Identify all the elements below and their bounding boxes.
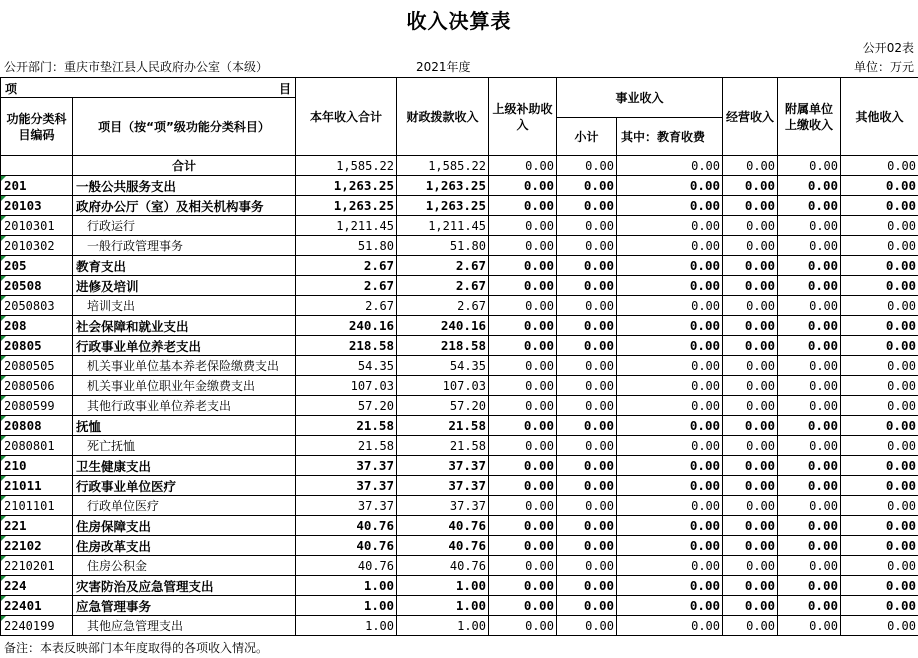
cell-fiscal: 1.00	[397, 616, 489, 636]
table-row	[1, 356, 918, 376]
cell-subtotal: 0.00	[557, 436, 617, 456]
cell-operation: 0.00	[723, 176, 778, 196]
cell-fiscal: 40.76	[397, 536, 489, 556]
cell-total: 1.00	[296, 616, 397, 636]
cell-other: 0.00	[841, 216, 918, 236]
cell-fiscal: 1.00	[397, 596, 489, 616]
cell-total: 21.58	[296, 416, 397, 436]
cell-operation: 0.00	[723, 596, 778, 616]
cell-code: 208	[1, 316, 73, 336]
cell-edu: 0.00	[617, 616, 723, 636]
header-subsidy: 上级补助收入	[489, 78, 557, 156]
cell-subsidy: 0.00	[489, 156, 557, 176]
table-row	[1, 176, 918, 196]
cell-other: 0.00	[841, 576, 918, 596]
table-row	[1, 376, 918, 396]
cell-operation: 0.00	[723, 576, 778, 596]
cell-fiscal: 1.00	[397, 576, 489, 596]
cell-subtotal: 0.00	[557, 396, 617, 416]
cell-affiliate: 0.00	[778, 436, 841, 456]
report-title: 收入决算表	[406, 8, 512, 33]
cell-code: 2010301	[1, 216, 73, 236]
cell-affiliate: 0.00	[778, 396, 841, 416]
cell-affiliate: 0.00	[778, 196, 841, 216]
header-code: 功能分类科目编码	[1, 98, 73, 156]
cell-operation: 0.00	[723, 556, 778, 576]
cell-affiliate: 0.00	[778, 536, 841, 556]
cell-subsidy: 0.00	[489, 376, 557, 396]
cell-other: 0.00	[841, 596, 918, 616]
cell-code: 2080801	[1, 436, 73, 456]
cell-subtotal: 0.00	[557, 376, 617, 396]
cell-affiliate: 0.00	[778, 156, 841, 176]
cell-fiscal: 21.58	[397, 416, 489, 436]
cell-other: 0.00	[841, 316, 918, 336]
table-row	[1, 576, 918, 596]
cell-operation: 0.00	[723, 156, 778, 176]
cell-edu: 0.00	[617, 436, 723, 456]
cell-operation: 0.00	[723, 196, 778, 216]
income-table	[0, 77, 918, 636]
cell-name: 行政运行	[73, 216, 296, 236]
cell-total: 37.37	[296, 456, 397, 476]
cell-subtotal: 0.00	[557, 176, 617, 196]
cell-edu: 0.00	[617, 496, 723, 516]
cell-name: 灾害防治及应急管理支出	[73, 576, 296, 596]
cell-edu: 0.00	[617, 576, 723, 596]
cell-name: 抚恤	[73, 416, 296, 436]
cell-name: 行政单位医疗	[73, 496, 296, 516]
cell-total: 218.58	[296, 336, 397, 356]
cell-code: 2101101	[1, 496, 73, 516]
cell-affiliate: 0.00	[778, 456, 841, 476]
cell-fiscal: 2.67	[397, 256, 489, 276]
table-row	[1, 216, 918, 236]
cell-edu: 0.00	[617, 296, 723, 316]
cell-affiliate: 0.00	[778, 576, 841, 596]
cell-total: 1.00	[296, 596, 397, 616]
table-row	[1, 236, 918, 256]
cell-edu: 0.00	[617, 536, 723, 556]
table-row	[1, 516, 918, 536]
cell-subsidy: 0.00	[489, 456, 557, 476]
cell-affiliate: 0.00	[778, 516, 841, 536]
cell-edu: 0.00	[617, 596, 723, 616]
cell-edu: 0.00	[617, 516, 723, 536]
table-body	[1, 156, 918, 636]
cell-subtotal: 0.00	[557, 256, 617, 276]
cell-code: 22401	[1, 596, 73, 616]
cell-name: 行政事业单位养老支出	[73, 336, 296, 356]
cell-name: 住房改革支出	[73, 536, 296, 556]
cell-subsidy: 0.00	[489, 336, 557, 356]
cell-code: 201	[1, 176, 73, 196]
cell-subtotal: 0.00	[557, 616, 617, 636]
cell-edu: 0.00	[617, 396, 723, 416]
cell-operation: 0.00	[723, 536, 778, 556]
cell-code: 21011	[1, 476, 73, 496]
cell-other: 0.00	[841, 416, 918, 436]
table-row	[1, 336, 918, 356]
cell-code: 2080505	[1, 356, 73, 376]
cell-total: 2.67	[296, 276, 397, 296]
cell-other: 0.00	[841, 356, 918, 376]
cell-affiliate: 0.00	[778, 416, 841, 436]
year-label: 2021年度	[416, 60, 471, 74]
cell-total: 1.00	[296, 576, 397, 596]
cell-total: 37.37	[296, 496, 397, 516]
cell-total: 240.16	[296, 316, 397, 336]
cell-other: 0.00	[841, 336, 918, 356]
cell-affiliate: 0.00	[778, 176, 841, 196]
table-row	[1, 256, 918, 276]
cell-total: 40.76	[296, 556, 397, 576]
cell-subtotal: 0.00	[557, 536, 617, 556]
cell-affiliate: 0.00	[778, 336, 841, 356]
cell-code: 221	[1, 516, 73, 536]
table-row	[1, 596, 918, 616]
cell-affiliate: 0.00	[778, 596, 841, 616]
cell-affiliate: 0.00	[778, 556, 841, 576]
cell-subsidy: 0.00	[489, 476, 557, 496]
form-number: 公开02表	[862, 41, 914, 55]
cell-operation: 0.00	[723, 396, 778, 416]
cell-subtotal: 0.00	[557, 476, 617, 496]
cell-affiliate: 0.00	[778, 316, 841, 336]
cell-subtotal: 0.00	[557, 156, 617, 176]
cell-name: 机关事业单位职业年金缴费支出	[73, 376, 296, 396]
table-row	[1, 196, 918, 216]
cell-subsidy: 0.00	[489, 536, 557, 556]
cell-subtotal: 0.00	[557, 196, 617, 216]
cell-code: 22102	[1, 536, 73, 556]
cell-name: 合计	[73, 156, 296, 176]
cell-affiliate: 0.00	[778, 476, 841, 496]
cell-other: 0.00	[841, 396, 918, 416]
cell-subsidy: 0.00	[489, 356, 557, 376]
cell-code: 205	[1, 256, 73, 276]
table-row	[1, 436, 918, 456]
cell-other: 0.00	[841, 436, 918, 456]
cell-name: 社会保障和就业支出	[73, 316, 296, 336]
cell-affiliate: 0.00	[778, 296, 841, 316]
cell-total: 1,211.45	[296, 216, 397, 236]
header-xiang-mu	[1, 78, 296, 98]
cell-other: 0.00	[841, 376, 918, 396]
cell-edu: 0.00	[617, 176, 723, 196]
cell-edu: 0.00	[617, 356, 723, 376]
cell-fiscal: 218.58	[397, 336, 489, 356]
cell-subsidy: 0.00	[489, 436, 557, 456]
cell-fiscal: 1,263.25	[397, 196, 489, 216]
cell-code: 2080506	[1, 376, 73, 396]
cell-name: 机关事业单位基本养老保险缴费支出	[73, 356, 296, 376]
header-operation: 经营收入	[723, 78, 778, 156]
cell-operation: 0.00	[723, 336, 778, 356]
cell-edu: 0.00	[617, 476, 723, 496]
cell-total: 21.58	[296, 436, 397, 456]
table-row	[1, 316, 918, 336]
cell-subsidy: 0.00	[489, 316, 557, 336]
cell-other: 0.00	[841, 616, 918, 636]
cell-name: 进修及培训	[73, 276, 296, 296]
cell-subsidy: 0.00	[489, 516, 557, 536]
header-other: 其他收入	[841, 78, 918, 156]
cell-total: 2.67	[296, 256, 397, 276]
cell-fiscal: 1,585.22	[397, 156, 489, 176]
cell-edu: 0.00	[617, 556, 723, 576]
cell-code: 2010302	[1, 236, 73, 256]
header-xiang: 项	[5, 82, 18, 96]
cell-affiliate: 0.00	[778, 256, 841, 276]
cell-operation: 0.00	[723, 216, 778, 236]
cell-subtotal: 0.00	[557, 356, 617, 376]
cell-affiliate: 0.00	[778, 236, 841, 256]
cell-subsidy: 0.00	[489, 196, 557, 216]
cell-code: 210	[1, 456, 73, 476]
cell-subtotal: 0.00	[557, 556, 617, 576]
cell-fiscal: 54.35	[397, 356, 489, 376]
cell-fiscal: 1,211.45	[397, 216, 489, 236]
cell-edu: 0.00	[617, 376, 723, 396]
cell-edu: 0.00	[617, 156, 723, 176]
cell-operation: 0.00	[723, 416, 778, 436]
cell-subtotal: 0.00	[557, 596, 617, 616]
cell-name: 政府办公厅（室）及相关机构事务	[73, 196, 296, 216]
cell-total: 1,263.25	[296, 176, 397, 196]
cell-subtotal: 0.00	[557, 276, 617, 296]
cell-operation: 0.00	[723, 356, 778, 376]
cell-edu: 0.00	[617, 316, 723, 336]
cell-fiscal: 2.67	[397, 296, 489, 316]
cell-edu: 0.00	[617, 236, 723, 256]
cell-operation: 0.00	[723, 516, 778, 536]
cell-code: 20808	[1, 416, 73, 436]
cell-subsidy: 0.00	[489, 576, 557, 596]
cell-other: 0.00	[841, 456, 918, 476]
cell-fiscal: 51.80	[397, 236, 489, 256]
cell-operation: 0.00	[723, 496, 778, 516]
cell-subtotal: 0.00	[557, 516, 617, 536]
table-row	[1, 616, 918, 636]
cell-name: 行政事业单位医疗	[73, 476, 296, 496]
cell-code	[1, 156, 73, 176]
cell-affiliate: 0.00	[778, 276, 841, 296]
cell-fiscal: 40.76	[397, 516, 489, 536]
cell-subsidy: 0.00	[489, 416, 557, 436]
table-row	[1, 456, 918, 476]
cell-total: 57.20	[296, 396, 397, 416]
cell-subsidy: 0.00	[489, 616, 557, 636]
total-row	[1, 156, 918, 176]
table-row	[1, 536, 918, 556]
cell-subsidy: 0.00	[489, 296, 557, 316]
cell-affiliate: 0.00	[778, 356, 841, 376]
cell-operation: 0.00	[723, 436, 778, 456]
cell-edu: 0.00	[617, 256, 723, 276]
cell-subsidy: 0.00	[489, 216, 557, 236]
cell-name: 应急管理事务	[73, 596, 296, 616]
cell-operation: 0.00	[723, 256, 778, 276]
cell-total: 37.37	[296, 476, 397, 496]
cell-other: 0.00	[841, 236, 918, 256]
cell-code: 2210201	[1, 556, 73, 576]
cell-total: 107.03	[296, 376, 397, 396]
header-total: 本年收入合计	[296, 78, 397, 156]
cell-name: 其他应急管理支出	[73, 616, 296, 636]
cell-other: 0.00	[841, 256, 918, 276]
cell-fiscal: 1,263.25	[397, 176, 489, 196]
cell-subtotal: 0.00	[557, 416, 617, 436]
cell-edu: 0.00	[617, 216, 723, 236]
cell-operation: 0.00	[723, 236, 778, 256]
cell-subsidy: 0.00	[489, 256, 557, 276]
cell-subtotal: 0.00	[557, 576, 617, 596]
cell-subtotal: 0.00	[557, 296, 617, 316]
cell-subsidy: 0.00	[489, 396, 557, 416]
header-subtotal: 小计	[557, 118, 617, 156]
table-row	[1, 476, 918, 496]
cell-other: 0.00	[841, 296, 918, 316]
cell-subtotal: 0.00	[557, 236, 617, 256]
footnote: 备注：本表反映部门本年度取得的各项收入情况。	[4, 641, 269, 655]
cell-fiscal: 57.20	[397, 396, 489, 416]
cell-other: 0.00	[841, 176, 918, 196]
cell-total: 51.80	[296, 236, 397, 256]
table-row	[1, 416, 918, 436]
cell-other: 0.00	[841, 476, 918, 496]
cell-code: 20805	[1, 336, 73, 356]
header-business: 事业收入	[557, 78, 723, 118]
cell-subtotal: 0.00	[557, 216, 617, 236]
cell-subsidy: 0.00	[489, 276, 557, 296]
table-row	[1, 276, 918, 296]
cell-other: 0.00	[841, 276, 918, 296]
cell-subsidy: 0.00	[489, 556, 557, 576]
table-row	[1, 556, 918, 576]
cell-subsidy: 0.00	[489, 596, 557, 616]
cell-subtotal: 0.00	[557, 336, 617, 356]
cell-operation: 0.00	[723, 476, 778, 496]
cell-other: 0.00	[841, 556, 918, 576]
cell-fiscal: 37.37	[397, 496, 489, 516]
cell-operation: 0.00	[723, 296, 778, 316]
cell-fiscal: 37.37	[397, 476, 489, 496]
cell-fiscal: 107.03	[397, 376, 489, 396]
cell-name: 一般行政管理事务	[73, 236, 296, 256]
cell-edu: 0.00	[617, 276, 723, 296]
cell-affiliate: 0.00	[778, 376, 841, 396]
cell-other: 0.00	[841, 536, 918, 556]
cell-code: 224	[1, 576, 73, 596]
cell-fiscal: 37.37	[397, 456, 489, 476]
header-affiliate: 附属单位上缴收入	[778, 78, 841, 156]
table-row	[1, 296, 918, 316]
cell-edu: 0.00	[617, 416, 723, 436]
cell-subsidy: 0.00	[489, 176, 557, 196]
cell-fiscal: 21.58	[397, 436, 489, 456]
cell-name: 一般公共服务支出	[73, 176, 296, 196]
header-fiscal: 财政拨款收入	[397, 78, 489, 156]
cell-affiliate: 0.00	[778, 616, 841, 636]
cell-name: 培训支出	[73, 296, 296, 316]
cell-name: 卫生健康支出	[73, 456, 296, 476]
cell-total: 1,585.22	[296, 156, 397, 176]
cell-other: 0.00	[841, 496, 918, 516]
cell-operation: 0.00	[723, 376, 778, 396]
cell-total: 2.67	[296, 296, 397, 316]
cell-total: 40.76	[296, 536, 397, 556]
cell-code: 2240199	[1, 616, 73, 636]
table-row	[1, 496, 918, 516]
cell-fiscal: 240.16	[397, 316, 489, 336]
cell-subtotal: 0.00	[557, 456, 617, 476]
cell-edu: 0.00	[617, 336, 723, 356]
cell-edu: 0.00	[617, 196, 723, 216]
cell-fiscal: 40.76	[397, 556, 489, 576]
cell-other: 0.00	[841, 516, 918, 536]
cell-code: 2080599	[1, 396, 73, 416]
cell-operation: 0.00	[723, 456, 778, 476]
cell-code: 2050803	[1, 296, 73, 316]
cell-operation: 0.00	[723, 616, 778, 636]
cell-operation: 0.00	[723, 316, 778, 336]
header-mu: 目	[278, 82, 291, 96]
cell-total: 40.76	[296, 516, 397, 536]
cell-operation: 0.00	[723, 276, 778, 296]
cell-name: 其他行政事业单位养老支出	[73, 396, 296, 416]
cell-affiliate: 0.00	[778, 496, 841, 516]
cell-name: 住房公积金	[73, 556, 296, 576]
cell-code: 20103	[1, 196, 73, 216]
cell-subsidy: 0.00	[489, 496, 557, 516]
cell-subtotal: 0.00	[557, 316, 617, 336]
cell-name: 死亡抚恤	[73, 436, 296, 456]
cell-code: 20508	[1, 276, 73, 296]
cell-total: 54.35	[296, 356, 397, 376]
cell-affiliate: 0.00	[778, 216, 841, 236]
cell-edu: 0.00	[617, 456, 723, 476]
cell-name: 教育支出	[73, 256, 296, 276]
department-label: 公开部门：重庆市垫江县人民政府办公室（本级）	[4, 60, 269, 74]
header-name: 项目（按“项”级功能分类科目）	[73, 98, 296, 156]
cell-total: 1,263.25	[296, 196, 397, 216]
cell-name: 住房保障支出	[73, 516, 296, 536]
cell-other: 0.00	[841, 196, 918, 216]
header-edu: 其中：教育收费	[617, 118, 723, 156]
table-row	[1, 396, 918, 416]
cell-subsidy: 0.00	[489, 236, 557, 256]
cell-subtotal: 0.00	[557, 496, 617, 516]
cell-other: 0.00	[841, 156, 918, 176]
cell-fiscal: 2.67	[397, 276, 489, 296]
unit-label: 单位：万元	[853, 60, 914, 74]
